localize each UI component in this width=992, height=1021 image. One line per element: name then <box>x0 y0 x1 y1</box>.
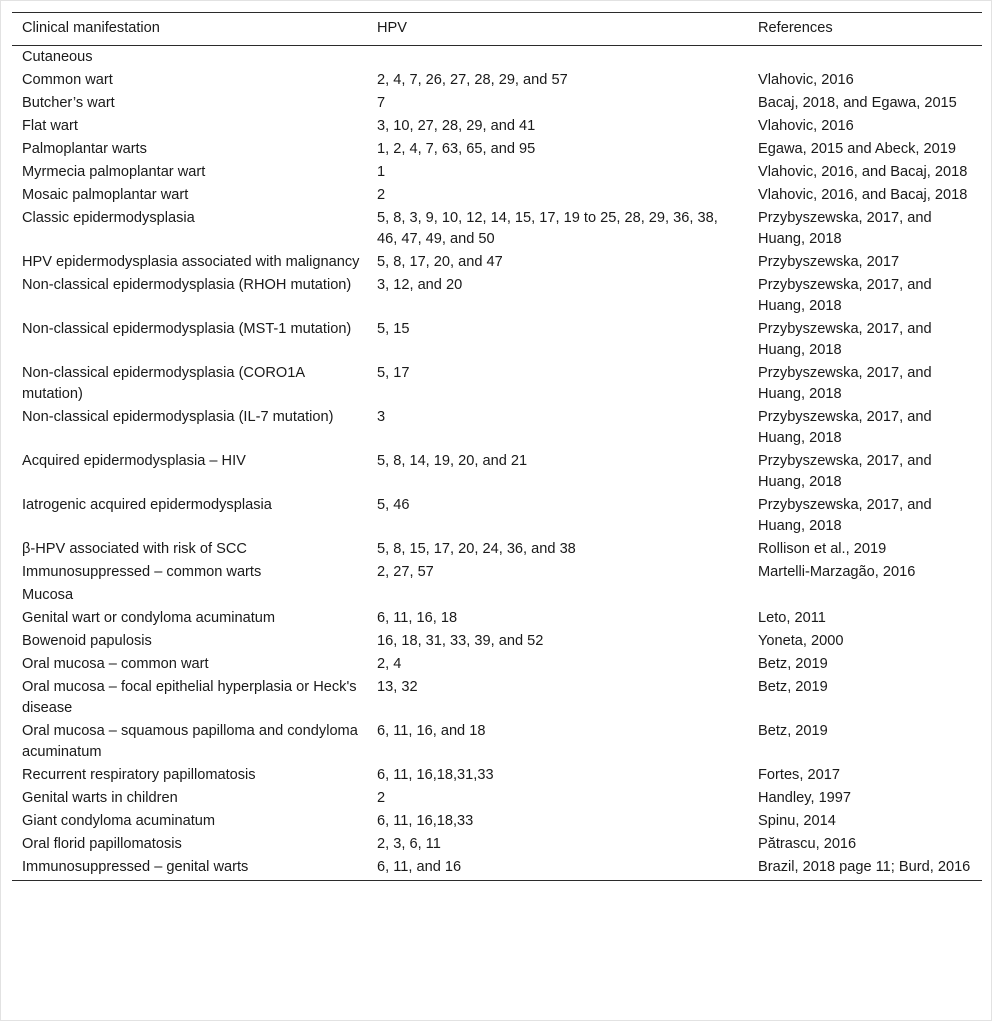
cell-references: Przybyszewska, 2017, and Huang, 2018 <box>758 497 932 534</box>
cell-references: Betz, 2019 <box>758 723 828 739</box>
cell-hpv-types: 2, 27, 57 <box>377 564 434 580</box>
header-hpv: HPV <box>367 13 748 46</box>
cell-hpv-types: 5, 8, 15, 17, 20, 24, 36, and 38 <box>377 541 576 557</box>
cell-hpv-types: 2 <box>377 790 386 806</box>
cell-references: Betz, 2019 <box>758 656 828 672</box>
cell-hpv-types: 13, 32 <box>377 679 418 695</box>
cell-references: Rollison et al., 2019 <box>758 541 887 557</box>
cell-clinical-manifestation: Mosaic palmoplantar wart <box>22 187 189 203</box>
cell-references: Vlahovic, 2016, and Bacaj, 2018 <box>758 187 968 203</box>
cell-references: Martelli-Marzagão, 2016 <box>758 564 916 580</box>
table-row <box>12 538 982 561</box>
cell-references: Przybyszewska, 2017, and Huang, 2018 <box>758 321 932 358</box>
table-row <box>12 92 982 115</box>
table-row <box>12 406 982 450</box>
table-row <box>12 720 982 764</box>
cell-references: Przybyszewska, 2017 <box>758 254 900 270</box>
table-row <box>12 161 982 184</box>
table-row <box>12 274 982 318</box>
cell-hpv-types: 7 <box>377 95 386 111</box>
table-row <box>12 787 982 810</box>
table-body <box>12 46 982 881</box>
table-row <box>12 764 982 787</box>
cell-references: Pătrascu, 2016 <box>758 836 857 852</box>
cell-hpv-types: 5, 8, 17, 20, and 47 <box>377 254 503 270</box>
cell-references: Leto, 2011 <box>758 610 826 626</box>
cell-references: Brazil, 2018 page 11; Burd, 2016 <box>748 856 982 881</box>
cell-hpv-types: 5, 8, 3, 9, 10, 12, 14, 15, 17, 19 to 25, 28, 29, 36, 38, 46, 47, 49, and 50 <box>377 210 718 247</box>
cell-references: Vlahovic, 2016 <box>758 72 854 88</box>
cell-references: Egawa, 2015 and Abeck, 2019 <box>758 141 956 157</box>
cell-hpv-types: 5, 17 <box>377 365 410 381</box>
cell-clinical-manifestation: Myrmecia palmoplantar wart <box>22 164 206 180</box>
table-row <box>12 115 982 138</box>
cell-references: Yoneta, 2000 <box>758 633 844 649</box>
cell-references: Przybyszewska, 2017, and Huang, 2018 <box>758 453 932 490</box>
cell-clinical-manifestation: Bowenoid papulosis <box>22 633 152 649</box>
cell-clinical-manifestation: Oral mucosa – squamous papilloma and condyloma acuminatum <box>22 723 358 760</box>
table-header <box>12 13 982 46</box>
cell-clinical-manifestation: Acquired epidermodysplasia – HIV <box>22 453 246 469</box>
cell-hpv-types: 2, 4 <box>377 656 402 672</box>
cell-hpv-types: 3, 12, and 20 <box>377 277 463 293</box>
section-row <box>12 584 982 607</box>
section-label: Mucosa <box>22 587 74 603</box>
cell-clinical-manifestation: Recurrent respiratory papillomatosis <box>22 767 256 783</box>
cell-clinical-manifestation: Genital warts in children <box>22 790 178 806</box>
table-row <box>12 856 982 881</box>
cell-references: Przybyszewska, 2017, and Huang, 2018 <box>758 409 932 446</box>
cell-hpv-types: 2, 3, 6, 11 <box>377 836 441 852</box>
cell-references: Przybyszewska, 2017, and Huang, 2018 <box>758 365 932 402</box>
cell-hpv-types: 16, 18, 31, 33, 39, and 52 <box>377 633 544 649</box>
section-row <box>12 46 982 70</box>
cell-clinical-manifestation: Oral mucosa – common wart <box>22 656 209 672</box>
cell-clinical-manifestation: Flat wart <box>22 118 78 134</box>
table-row <box>12 833 982 856</box>
cell-references: Spinu, 2014 <box>758 813 836 829</box>
header-references: References <box>748 13 982 46</box>
cell-clinical-manifestation: Common wart <box>22 72 113 88</box>
table-row <box>12 561 982 584</box>
table-row <box>12 251 982 274</box>
table-row <box>12 362 982 406</box>
cell-hpv-types: 5, 8, 14, 19, 20, and 21 <box>377 453 528 469</box>
table-row <box>12 653 982 676</box>
cell-hpv-types: 3, 10, 27, 28, 29, and 41 <box>377 118 536 134</box>
cell-references: Betz, 2019 <box>758 679 828 695</box>
table-row <box>12 607 982 630</box>
table-row <box>12 138 982 161</box>
section-label: Cutaneous <box>22 49 93 65</box>
cell-clinical-manifestation: Non-classical epidermodysplasia (IL-7 mutation) <box>22 409 334 425</box>
header-row <box>12 13 982 46</box>
table-row <box>12 184 982 207</box>
cell-hpv-types: 6, 11, 16, and 18 <box>377 723 486 739</box>
cell-hpv-types: 6, 11, 16,18,31,33 <box>377 767 494 783</box>
cell-references: Przybyszewska, 2017, and Huang, 2018 <box>758 210 932 247</box>
table-row <box>12 450 982 494</box>
cell-clinical-manifestation: HPV epidermodysplasia associated with malignancy <box>22 254 360 270</box>
cell-clinical-manifestation: Giant condyloma acuminatum <box>22 813 216 829</box>
cell-clinical-manifestation: Oral mucosa – focal epithelial hyperplasia or Heck's disease <box>22 679 357 716</box>
cell-hpv-types: 6, 11, 16,18,33 <box>377 813 474 829</box>
cell-hpv-types: 2 <box>377 187 386 203</box>
table-row <box>12 69 982 92</box>
cell-clinical-manifestation: Genital wart or condyloma acuminatum <box>22 610 276 626</box>
cell-hpv-types: 5, 46 <box>377 497 410 513</box>
cell-clinical-manifestation: Oral florid papillomatosis <box>22 836 182 852</box>
table-row <box>12 207 982 251</box>
cell-clinical-manifestation: Butcher’s wart <box>22 95 115 111</box>
hpv-manifestations-table <box>12 12 982 881</box>
table-row <box>12 494 982 538</box>
cell-references: Bacaj, 2018, and Egawa, 2015 <box>758 95 957 111</box>
cell-hpv-types: 5, 15 <box>377 321 410 337</box>
cell-references: Vlahovic, 2016 <box>758 118 854 134</box>
cell-clinical-manifestation: Non-classical epidermodysplasia (RHOH mutation) <box>22 277 352 293</box>
table-row <box>12 318 982 362</box>
cell-references: Fortes, 2017 <box>758 767 840 783</box>
cell-clinical-manifestation: Palmoplantar warts <box>22 141 147 157</box>
table-row <box>12 810 982 833</box>
cell-clinical-manifestation: Classic epidermodysplasia <box>22 210 195 226</box>
table-row <box>12 630 982 653</box>
cell-clinical-manifestation: β-HPV associated with risk of SCC <box>22 541 247 557</box>
cell-clinical-manifestation: Immunosuppressed – genital warts <box>12 856 367 881</box>
cell-hpv-types: 1, 2, 4, 7, 63, 65, and 95 <box>377 141 536 157</box>
cell-clinical-manifestation: Immunosuppressed – common warts <box>22 564 262 580</box>
header-clinical-manifestation: Clinical manifestation <box>12 13 367 46</box>
cell-clinical-manifestation: Non-classical epidermodysplasia (CORO1A mutation) <box>22 365 305 402</box>
cell-references: Przybyszewska, 2017, and Huang, 2018 <box>758 277 932 314</box>
cell-hpv-types: 1 <box>377 164 386 180</box>
cell-hpv-types: 6, 11, and 16 <box>367 856 748 881</box>
cell-clinical-manifestation: Non-classical epidermodysplasia (MST-1 mutation) <box>22 321 352 337</box>
cell-hpv-types: 3 <box>377 409 386 425</box>
cell-hpv-types: 6, 11, 16, 18 <box>377 610 458 626</box>
cell-clinical-manifestation: Iatrogenic acquired epidermodysplasia <box>22 497 272 513</box>
cell-references: Vlahovic, 2016, and Bacaj, 2018 <box>758 164 968 180</box>
table-row <box>12 676 982 720</box>
cell-references: Handley, 1997 <box>758 790 852 806</box>
cell-hpv-types: 2, 4, 7, 26, 27, 28, 29, and 57 <box>377 72 568 88</box>
